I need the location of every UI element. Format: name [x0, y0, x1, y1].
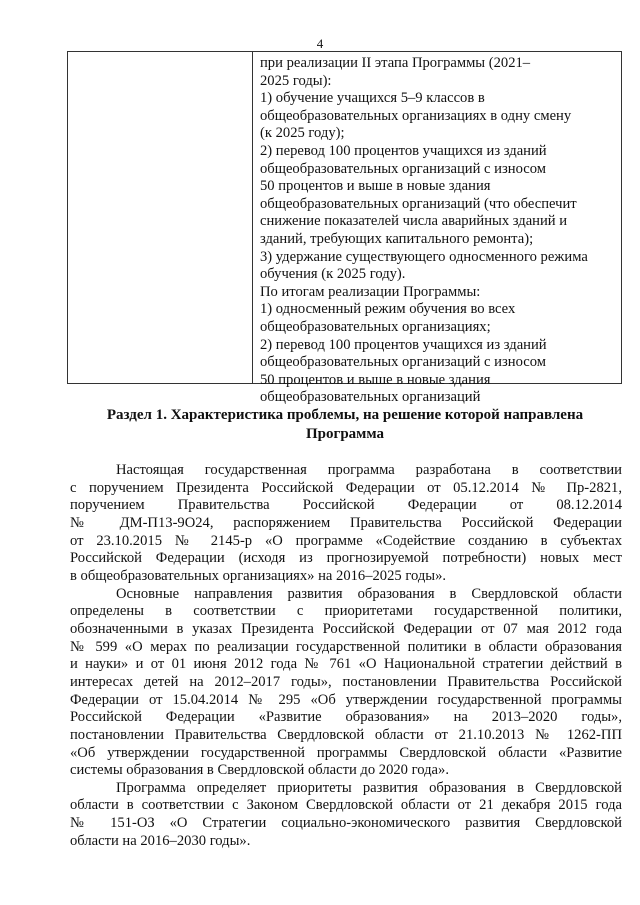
table-cell-line: общеобразовательных организаций	[260, 389, 481, 406]
table-cell-line: общеобразовательных организаций с износом	[260, 354, 546, 371]
paragraph-line: Федерации от 15.04.2014 № 295 «Об утверждении государственной программы	[70, 691, 622, 708]
paragraph-line: определены в соответствии с приоритетами государственной политики,	[70, 603, 622, 620]
paragraph-line: от 23.10.2015 № 2145-р «О программе «Содействие созданию в субъектах	[70, 532, 622, 549]
paragraph-line: поручением Правительства Российской Федерации от 08.12.2014	[70, 497, 622, 514]
table-cell-line: обучения (к 2025 году).	[260, 266, 406, 283]
program-table	[67, 51, 622, 406]
paragraph-line: с поручением Президента Российской Федерации от 05.12.2014 № Пр-2821,	[70, 479, 622, 496]
paragraph-line: «Об утверждении государственной программы Свердловской области «Развитие	[70, 744, 622, 761]
table-cell-line: 1) обучение учащихся 5–9 классов в	[260, 90, 485, 107]
section-heading-line: Программа	[306, 426, 384, 442]
paragraph-line: интересах детей на 2012–2017 годы», постановлении Правительства Российской	[70, 673, 622, 690]
paragraph-line: области в соответствии с Законом Свердловской области от 21 декабря 2015 года	[70, 797, 622, 814]
paragraph-line: системы образования в Свердловской области до 2020 года».	[70, 762, 449, 779]
paragraph-line: Настоящая государственная программа разработана в соответствии	[116, 462, 622, 478]
table-cell-line: общеобразовательных организаций (что обеспечит	[260, 195, 577, 212]
table-cell-line: 2025 годы):	[260, 72, 332, 89]
paragraph-line: Российской Федерации (исходя из прогнозируемой потребности) новых мест	[70, 550, 622, 567]
body-paragraph	[70, 462, 622, 586]
paragraph-line: области на 2016–2030 годы».	[70, 832, 251, 849]
table-cell-line: при реализации II этапа Программы (2021–	[260, 55, 531, 71]
paragraph-line: № 151-ОЗ «О Стратегии социально-экономического развития Свердловской	[70, 815, 622, 832]
table-cell-line: 2) перевод 100 процентов учащихся из зданий	[260, 336, 547, 353]
page-number: 4	[316, 36, 324, 51]
table-cell-line: 1) односменный режим обучения во всех	[260, 301, 516, 318]
section-heading-line: Раздел 1. Характеристика проблемы, на решение которой направлена	[106, 407, 584, 423]
table-cell-line: общеобразовательных организаций с износом	[260, 160, 546, 177]
paragraph-line: в общеобразовательных организациях» на 2016–2025 годы».	[70, 567, 447, 584]
body-text	[70, 462, 622, 850]
table-cell-line: 2) перевод 100 процентов учащихся из зданий	[260, 142, 547, 159]
table-cell-line: общеобразовательных организациях;	[260, 318, 491, 335]
table-right-cell	[260, 55, 620, 407]
table-cell-line: общеобразовательных организациях в одну смену	[260, 107, 572, 124]
paragraph-line: Основные направления развития образования в Свердловской области	[116, 585, 622, 602]
table-cell-line: (к 2025 году);	[260, 125, 345, 142]
paragraph-line: постановлении Правительства Свердловской области от 21.10.2013 № 1262-ПП	[70, 726, 622, 743]
table-cell-line: 3) удержание существующего односменного режима	[260, 248, 588, 265]
body-paragraph	[70, 586, 622, 780]
table-cell-line: 50 процентов и выше в новые здания	[260, 178, 491, 195]
table-cell-line: 50 процентов и выше в новые здания	[260, 371, 491, 388]
paragraph-line: № 599 «О мерах по реализации государственной политики в области образования	[70, 638, 622, 655]
paragraph-line: Программа определяет приоритеты развития образования в Свердловской	[116, 779, 622, 796]
paragraph-line: обозначенными в указах Президента Российской Федерации от 07 мая 2012 года	[70, 620, 622, 637]
section-heading	[70, 406, 620, 444]
paragraph-line: № ДМ-П13-9О24, распоряжением Правительства Российской Федерации	[70, 514, 622, 531]
table-cell-line: снижение показателей числа аварийных зданий и	[260, 213, 568, 230]
paragraph-line: и науки» и от 01 июня 2012 года № 761 «О Национальной стратегии действий в	[70, 656, 622, 673]
table-cell-line: По итогам реализации Программы:	[260, 283, 481, 300]
paragraph-line: Российской Федерации «Развитие образования» на 2013–2020 годы»,	[70, 709, 622, 726]
table-column-divider	[252, 52, 253, 383]
body-paragraph	[70, 780, 622, 851]
table-cell-line: зданий, требующих капитального ремонта);	[260, 230, 534, 247]
